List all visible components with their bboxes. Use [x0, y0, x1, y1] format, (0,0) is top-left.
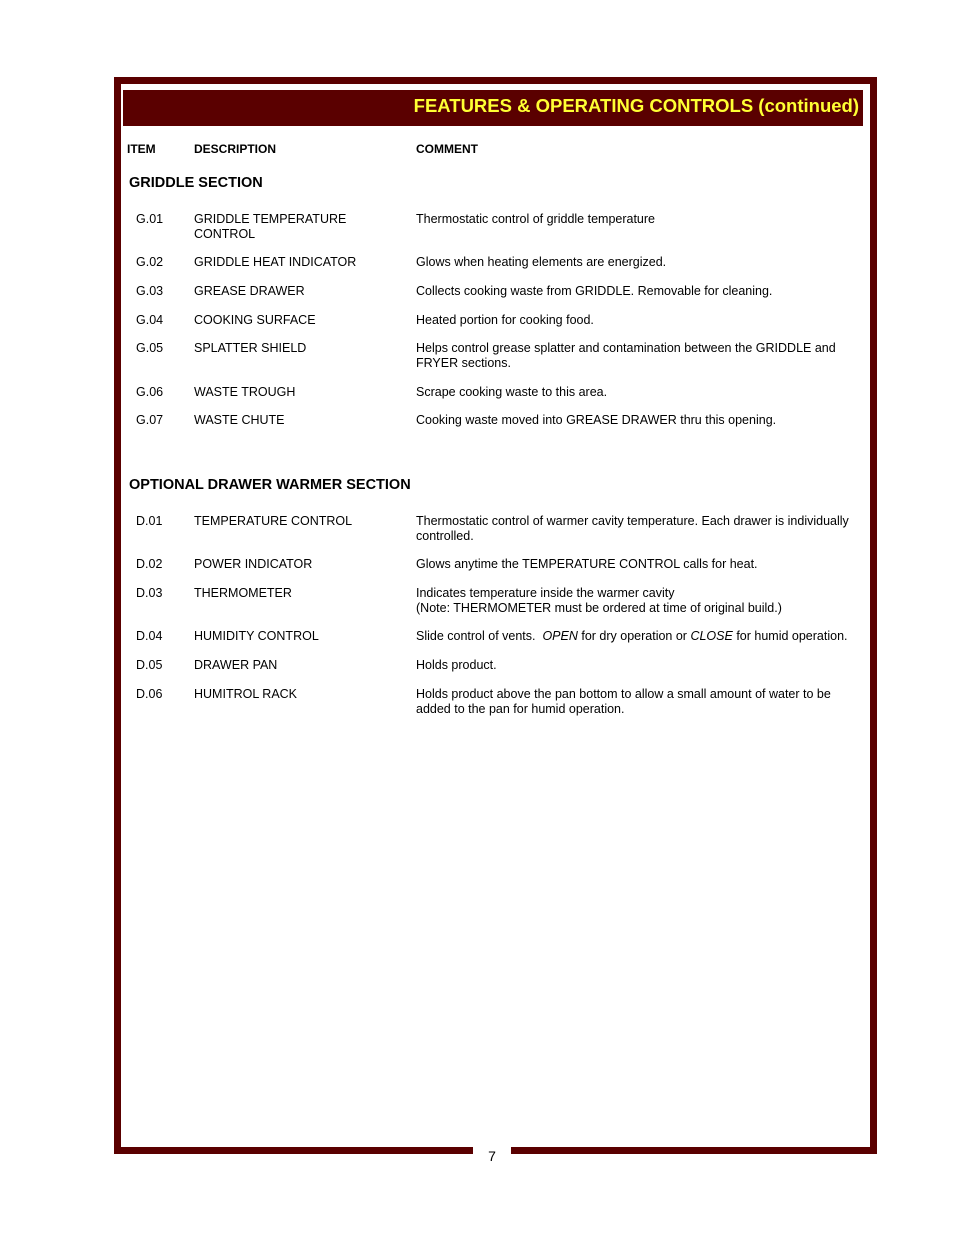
item-comment: Holds product.: [416, 658, 497, 672]
column-header-comment: COMMENT: [416, 142, 478, 156]
item-description: SPLATTER SHIELD: [194, 341, 307, 355]
page-title-bar: [123, 90, 863, 126]
item-description: THERMOMETER: [194, 586, 292, 600]
item-code: G.01: [136, 212, 164, 226]
item-description: POWER INDICATOR: [194, 557, 313, 571]
item-description: DRAWER PAN: [194, 658, 278, 672]
item-comment: [416, 586, 861, 616]
item-code: D.01: [136, 514, 163, 528]
item-code: G.02: [136, 255, 164, 269]
item-comment: Cooking waste moved into GREASE DRAWER thru this opening.: [416, 413, 777, 427]
item-code: G.04: [136, 313, 164, 327]
item-comment: [416, 629, 861, 644]
section-title-griddle: GRIDDLE SECTION: [129, 175, 263, 191]
item-description: HUMITROL RACK: [194, 687, 298, 701]
item-description: TEMPERATURE CONTROL: [194, 514, 353, 528]
item-comment: Scrape cooking waste to this area.: [416, 385, 608, 399]
item-comment-emphasis: OPEN: [542, 629, 578, 643]
item-comment: Glows anytime the TEMPERATURE CONTROL calls for heat.: [416, 557, 758, 571]
item-comment: Thermostatic control of griddle temperature: [416, 212, 655, 226]
item-comment: Thermostatic control of warmer cavity temperature. Each drawer is individually controlled.: [416, 514, 849, 543]
column-header-item: ITEM: [127, 142, 156, 156]
item-comment-note: (Note: THERMOMETER must be ordered at time of original build.): [416, 601, 782, 615]
item-code: D.04: [136, 629, 163, 643]
page-title: FEATURES & OPERATING CONTROLS (continued): [413, 95, 859, 116]
column-header-description: DESCRIPTION: [194, 142, 277, 156]
item-code: G.05: [136, 341, 164, 355]
item-description: GRIDDLE HEAT INDICATOR: [194, 255, 357, 269]
item-comment: Helps control grease splatter and contamination between the GRIDDLE and FRYER sections.: [416, 341, 836, 370]
item-description: WASTE CHUTE: [194, 413, 285, 427]
item-comment-line: Indicates temperature inside the warmer cavity: [416, 586, 675, 600]
section-title-drawer-warmer: OPTIONAL DRAWER WARMER SECTION: [129, 477, 411, 493]
item-code: G.06: [136, 385, 164, 399]
item-comment-emphasis: CLOSE: [690, 629, 733, 643]
item-description: GREASE DRAWER: [194, 284, 305, 298]
bottom-rule-left: [114, 1147, 473, 1154]
item-comment-part: Slide control of vents.: [416, 629, 543, 643]
item-comment: Heated portion for cooking food.: [416, 313, 594, 327]
item-code: G.03: [136, 284, 164, 298]
item-comment-part: for dry operation or: [577, 629, 691, 643]
item-description: COOKING SURFACE: [194, 313, 316, 327]
page-number: 7: [488, 1148, 496, 1164]
item-code: D.02: [136, 557, 163, 571]
item-comment: Holds product above the pan bottom to allow a small amount of water to be added to the pan for humid operation.: [416, 687, 831, 716]
item-comment: Glows when heating elements are energized.: [416, 255, 667, 269]
item-code: D.06: [136, 687, 163, 701]
item-comment: Collects cooking waste from GRIDDLE. Removable for cleaning.: [416, 284, 773, 298]
item-description: HUMIDITY CONTROL: [194, 629, 319, 643]
item-code: D.03: [136, 586, 163, 600]
item-code: D.05: [136, 658, 163, 672]
bottom-rule-right: [511, 1147, 877, 1154]
item-code: G.07: [136, 413, 164, 427]
item-description: WASTE TROUGH: [194, 385, 296, 399]
item-description: GRIDDLE TEMPERATURE CONTROL: [194, 212, 347, 241]
item-comment-part: for humid operation.: [732, 629, 848, 643]
